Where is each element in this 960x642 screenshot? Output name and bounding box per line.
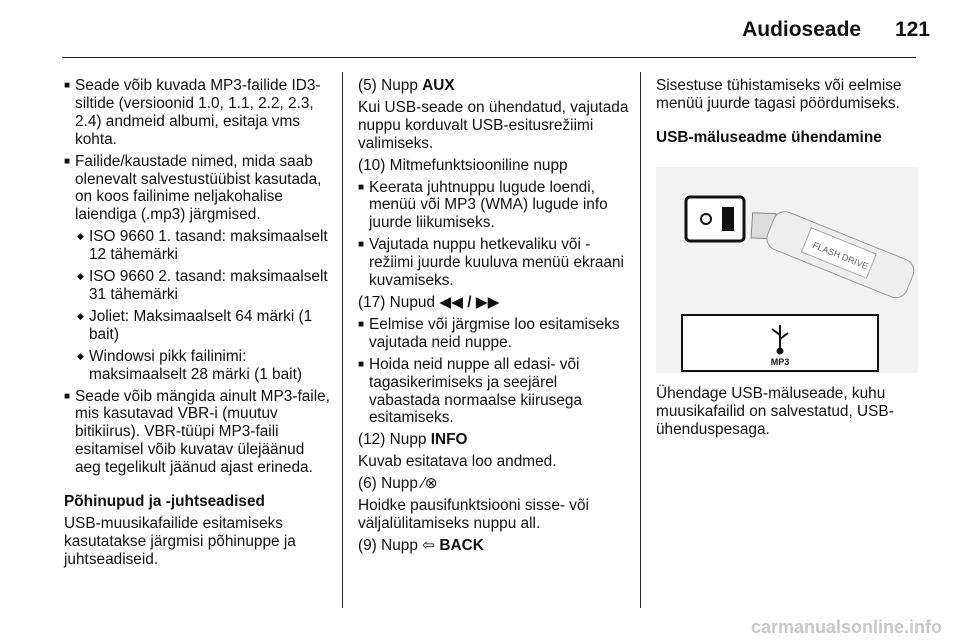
sub-iso-level2: ◆ ISO 9660 2. tasand: maksimaalselt 31 tähemärki bbox=[64, 268, 332, 304]
back-description: Sisestuse tühistamiseks või eelmise menüü juurde tagasi pöördumiseks. bbox=[656, 77, 902, 112]
column-1 bbox=[64, 77, 332, 573]
column-3 bbox=[656, 77, 918, 442]
bullet-id3: ■ Seade võib kuvada MP3-failide ID3-siltide (versioonid 1.0, 1.1, 2.2, 2.3, 2.4) andmeid albumi, esitaja vms kohta. bbox=[64, 77, 332, 149]
bullet-vbr: ■ Seade võib mängida ainult MP3-faile, mis kasutavad VBR-i (muutuv bitikiirus). VBR-tüüpi MP3-faili esitamisel võib kuvatav ülejäänud aeg tegelikult jäänud ajast erineda. bbox=[64, 388, 332, 478]
back-heading: (9) Nupp ⇦ BACK bbox=[358, 536, 484, 554]
back-label: BACK bbox=[439, 536, 484, 554]
page-number: 121 bbox=[894, 18, 930, 41]
flash-drive-icon bbox=[743, 199, 917, 301]
aux-label: AUX bbox=[422, 77, 455, 94]
section-heading-controls: Põhinupud ja -juhtseadised bbox=[64, 493, 265, 511]
pause-heading: (6) Nupp ⁄⊗ bbox=[358, 475, 438, 493]
watermark: carmanualsonline.info bbox=[750, 617, 942, 637]
page-header bbox=[742, 18, 930, 42]
column-divider-1 bbox=[342, 72, 343, 608]
usb-port-icon bbox=[722, 207, 734, 231]
usb-connection-illustration bbox=[656, 167, 918, 373]
bullet-filenames: ■ Failide/kaustade nimed, mida saab olenevalt salvestustüübist kasutada, on koos failinime neljakohalise laiendiga (.mp3) järgmised. bbox=[64, 153, 332, 225]
sub-iso-level1: ◆ ISO 9660 1. tasand: maksimaalselt 12 tähemärki bbox=[64, 228, 332, 264]
info-description: Kuvab esitatava loo andmed. bbox=[358, 453, 557, 471]
column-2 bbox=[358, 77, 630, 559]
pause-mute-icon: ⁄⊗ bbox=[422, 475, 438, 493]
aux-description: Kui USB-seade on ühendatud, vajutada nuppu korduvalt USB-esitusrežiimi valimiseks. bbox=[358, 98, 629, 152]
section-heading-usb: USB-mäluseadme ühendamine bbox=[656, 128, 882, 146]
aux-heading: (5) Nupp AUX bbox=[358, 77, 455, 94]
pause-description: Hoidke pausifunktsiooni sisse- või väljalülitamiseks nuppu all. bbox=[358, 497, 589, 532]
multifunction-bullet-2: ■ Vajutada nuppu hetkevaliku või -režiimi juurde kuuluva menüü ekraani kuvamiseks. bbox=[358, 236, 630, 290]
back-arrow-icon: ⇦ bbox=[422, 536, 436, 554]
usb-illustration-svg bbox=[656, 167, 918, 373]
column-divider-2 bbox=[640, 72, 641, 608]
info-heading: (12) Nupp INFO bbox=[358, 431, 468, 449]
info-label: INFO bbox=[430, 431, 468, 449]
page-title: Audioseade bbox=[742, 18, 862, 41]
usb-socket-panel bbox=[686, 197, 744, 241]
header-rule bbox=[62, 57, 916, 58]
usb-caption: Ühendage USB-mäluseade, kuhu muusikafailid on salvestatud, USB-ühenduspesaga. bbox=[656, 384, 894, 438]
seek-bullet-1: ■ Eelmise või järgmise loo esitamiseks vajutada neid nuppe. bbox=[358, 316, 630, 352]
seek-bullet-2: ■ Hoida neid nuppe all edasi- või tagasikerimiseks ja seejärel vabastada normaalse kiirusega esitamiseks. bbox=[358, 356, 630, 428]
controls-intro: USB-muusikafailide esitamiseks kasutatakse järgmisi põhinuppe ja juhtseadiseid. bbox=[64, 514, 296, 568]
drive-label: FLASH DRIVE bbox=[811, 239, 870, 272]
sub-windows-long: ◆ Windowsi pikk failinimi: maksimaalselt 28 märki (1 bait) bbox=[64, 348, 332, 384]
multifunction-heading: (10) Mitmefunktsiooniline nupp bbox=[358, 156, 568, 174]
seek-heading: (17) Nupud ◀◀ / ▶▶ bbox=[358, 293, 500, 311]
sub-joliet: ◆ Joliet: Maksimaalselt 64 märki (1 bait) bbox=[64, 308, 332, 344]
mp3-label: MP3 bbox=[770, 356, 790, 367]
seek-icon: ◀◀ / ▶▶ bbox=[439, 293, 500, 311]
multifunction-bullet-1: ■ Keerata juhtnuppu lugude loendi, menüü või MP3 (WMA) lugude info juurde liikumiseks. bbox=[358, 179, 630, 233]
